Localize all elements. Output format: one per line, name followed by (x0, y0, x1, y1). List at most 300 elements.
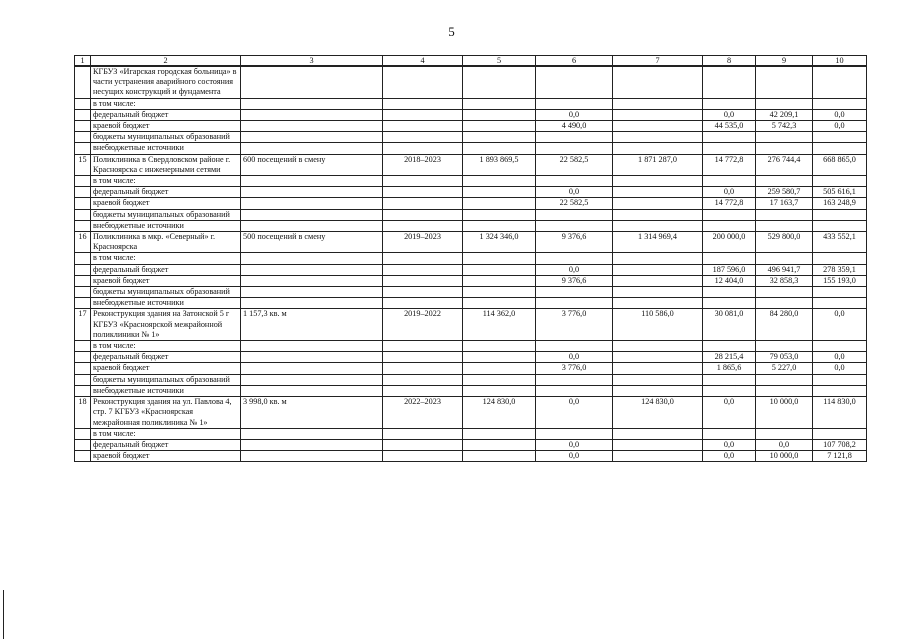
value-cell-col6 (536, 209, 613, 220)
table-row (75, 176, 867, 187)
table-row (75, 275, 867, 286)
period-cell (383, 198, 463, 209)
header-cell: 3 (241, 56, 383, 67)
value-cell-col8 (703, 341, 756, 352)
value-cell-col7 (613, 132, 703, 143)
table-row (75, 198, 867, 209)
value-cell-col6: 3 776,0 (536, 363, 613, 374)
value-cell-col7 (613, 187, 703, 198)
table-row (75, 154, 867, 175)
total-cost-cell (463, 143, 536, 154)
value-cell-col6 (536, 98, 613, 109)
value-cell-col7 (613, 143, 703, 154)
value-cell-col8 (703, 209, 756, 220)
item-name-cell: внебюджетные источники (91, 385, 241, 396)
period-cell (383, 341, 463, 352)
total-cost-cell (463, 363, 536, 374)
period-cell (383, 187, 463, 198)
value-cell-col9 (756, 374, 813, 385)
table-row (75, 385, 867, 396)
period-cell (383, 253, 463, 264)
value-cell-col9 (756, 143, 813, 154)
total-cost-cell (463, 428, 536, 439)
value-cell-col10: 278 359,1 (813, 264, 867, 275)
row-number-cell (75, 209, 91, 220)
table-row (75, 428, 867, 439)
value-cell-col7 (613, 220, 703, 231)
row-number-cell (75, 352, 91, 363)
table-row (75, 309, 867, 341)
capacity-cell (241, 198, 383, 209)
header-cell: 9 (756, 56, 813, 67)
period-cell (383, 121, 463, 132)
period-cell (383, 287, 463, 298)
value-cell-col8 (703, 428, 756, 439)
value-cell-col9: 529 800,0 (756, 232, 813, 253)
value-cell-col10: 7 121,8 (813, 451, 867, 462)
period-cell (383, 385, 463, 396)
value-cell-col8: 0,0 (703, 451, 756, 462)
item-name-cell: в том числе: (91, 341, 241, 352)
value-cell-col7 (613, 109, 703, 120)
value-cell-col6: 0,0 (536, 397, 613, 429)
period-cell (383, 298, 463, 309)
value-cell-col6 (536, 298, 613, 309)
total-cost-cell (463, 287, 536, 298)
row-number-cell (75, 298, 91, 309)
budget-table (74, 55, 867, 462)
total-cost-cell (463, 176, 536, 187)
header-cell: 7 (613, 56, 703, 67)
table-row (75, 363, 867, 374)
total-cost-cell: 1 324 346,0 (463, 232, 536, 253)
value-cell-col10: 107 708,2 (813, 439, 867, 450)
period-cell (383, 428, 463, 439)
value-cell-col7: 110 586,0 (613, 309, 703, 341)
capacity-cell (241, 275, 383, 286)
table-row (75, 439, 867, 450)
capacity-cell (241, 143, 383, 154)
item-name-cell: федеральный бюджет (91, 264, 241, 275)
table-row (75, 352, 867, 363)
capacity-cell (241, 374, 383, 385)
total-cost-cell (463, 132, 536, 143)
value-cell-col7 (613, 298, 703, 309)
value-cell-col10: 155 193,0 (813, 275, 867, 286)
period-cell: 2018–2023 (383, 154, 463, 175)
value-cell-col8: 0,0 (703, 397, 756, 429)
period-cell (383, 352, 463, 363)
value-cell-col8: 14 772,8 (703, 198, 756, 209)
value-cell-col7 (613, 374, 703, 385)
item-name-cell: бюджеты муниципальных образований (91, 132, 241, 143)
item-name-cell: внебюджетные источники (91, 220, 241, 231)
period-cell: 2019–2022 (383, 309, 463, 341)
item-name-cell: в том числе: (91, 176, 241, 187)
table-row (75, 66, 867, 98)
total-cost-cell (463, 341, 536, 352)
total-cost-cell (463, 264, 536, 275)
table-row (75, 374, 867, 385)
value-cell-col8: 0,0 (703, 109, 756, 120)
value-cell-col6 (536, 428, 613, 439)
value-cell-col6 (536, 66, 613, 98)
total-cost-cell (463, 352, 536, 363)
row-number-cell (75, 428, 91, 439)
capacity-cell (241, 451, 383, 462)
item-name-cell: Реконструкция здания на ул. Павлова 4, стр. 7 КГБУЗ «Красноярская межрайонная поликлиника № 1» (91, 397, 241, 429)
value-cell-col7: 1 314 969,4 (613, 232, 703, 253)
row-number-cell (75, 132, 91, 143)
value-cell-col7 (613, 209, 703, 220)
table-row (75, 98, 867, 109)
table-row (75, 187, 867, 198)
value-cell-col10 (813, 298, 867, 309)
value-cell-col8 (703, 298, 756, 309)
header-cell: 6 (536, 56, 613, 67)
value-cell-col6: 3 776,0 (536, 309, 613, 341)
row-number-cell (75, 187, 91, 198)
capacity-cell (241, 253, 383, 264)
value-cell-col9: 79 053,0 (756, 352, 813, 363)
value-cell-col7 (613, 275, 703, 286)
period-cell: 2019–2023 (383, 232, 463, 253)
value-cell-col8: 1 865,6 (703, 363, 756, 374)
total-cost-cell (463, 253, 536, 264)
total-cost-cell (463, 187, 536, 198)
item-name-cell: краевой бюджет (91, 121, 241, 132)
value-cell-col8: 0,0 (703, 187, 756, 198)
value-cell-col6: 4 490,0 (536, 121, 613, 132)
value-cell-col9 (756, 385, 813, 396)
value-cell-col6 (536, 287, 613, 298)
item-name-cell: федеральный бюджет (91, 109, 241, 120)
value-cell-col6: 9 376,6 (536, 232, 613, 253)
row-number-cell (75, 275, 91, 286)
item-name-cell: бюджеты муниципальных образований (91, 374, 241, 385)
capacity-cell (241, 341, 383, 352)
row-number-cell: 15 (75, 154, 91, 175)
header-cell: 8 (703, 56, 756, 67)
capacity-cell: 500 посещений в смену (241, 232, 383, 253)
row-number-cell (75, 363, 91, 374)
total-cost-cell (463, 451, 536, 462)
row-number-cell (75, 385, 91, 396)
period-cell: 2022–2023 (383, 397, 463, 429)
value-cell-col8 (703, 98, 756, 109)
row-number-cell (75, 451, 91, 462)
total-cost-cell (463, 109, 536, 120)
value-cell-col8: 0,0 (703, 439, 756, 450)
table-row (75, 341, 867, 352)
header-cell: 1 (75, 56, 91, 67)
total-cost-cell: 124 830,0 (463, 397, 536, 429)
value-cell-col9: 496 941,7 (756, 264, 813, 275)
value-cell-col9: 0,0 (756, 439, 813, 450)
value-cell-col8: 12 404,0 (703, 275, 756, 286)
table-row (75, 143, 867, 154)
value-cell-col10 (813, 374, 867, 385)
total-cost-cell (463, 198, 536, 209)
value-cell-col10: 433 552,1 (813, 232, 867, 253)
capacity-cell: 600 посещений в смену (241, 154, 383, 175)
value-cell-col7 (613, 363, 703, 374)
value-cell-col9 (756, 209, 813, 220)
capacity-cell: 3 998,0 кв. м (241, 397, 383, 429)
capacity-cell: 1 157,3 кв. м (241, 309, 383, 341)
row-number-cell: 18 (75, 397, 91, 429)
value-cell-col7 (613, 264, 703, 275)
value-cell-col6 (536, 176, 613, 187)
value-cell-col10 (813, 132, 867, 143)
value-cell-col10 (813, 209, 867, 220)
row-number-cell (75, 253, 91, 264)
total-cost-cell (463, 298, 536, 309)
table-row (75, 253, 867, 264)
value-cell-col9 (756, 66, 813, 98)
page-number: 5 (448, 24, 455, 39)
item-name-cell: Реконструкция здания на Затонской 5 г КГБУЗ «Красноярской межрайонной поликлиники № 1» (91, 309, 241, 341)
value-cell-col10: 114 830,0 (813, 397, 867, 429)
capacity-cell (241, 439, 383, 450)
value-cell-col7 (613, 98, 703, 109)
table-row (75, 298, 867, 309)
period-cell (383, 439, 463, 450)
value-cell-col10: 0,0 (813, 352, 867, 363)
value-cell-col7 (613, 287, 703, 298)
value-cell-col7: 1 871 287,0 (613, 154, 703, 175)
value-cell-col9 (756, 220, 813, 231)
item-name-cell: внебюджетные источники (91, 143, 241, 154)
capacity-cell (241, 98, 383, 109)
value-cell-col9: 259 580,7 (756, 187, 813, 198)
value-cell-col6 (536, 341, 613, 352)
value-cell-col7 (613, 439, 703, 450)
value-cell-col9: 84 280,0 (756, 309, 813, 341)
value-cell-col10: 0,0 (813, 309, 867, 341)
value-cell-col6: 0,0 (536, 439, 613, 450)
table-row (75, 209, 867, 220)
value-cell-col7 (613, 198, 703, 209)
value-cell-col6 (536, 220, 613, 231)
value-cell-col6: 9 376,6 (536, 275, 613, 286)
value-cell-col9: 42 209,1 (756, 109, 813, 120)
row-number-cell (75, 66, 91, 98)
item-name-cell: в том числе: (91, 98, 241, 109)
value-cell-col10 (813, 341, 867, 352)
capacity-cell (241, 428, 383, 439)
header-cell: 10 (813, 56, 867, 67)
value-cell-col7 (613, 176, 703, 187)
value-cell-col7 (613, 341, 703, 352)
period-cell (383, 363, 463, 374)
value-cell-col7 (613, 385, 703, 396)
value-cell-col10: 505 616,1 (813, 187, 867, 198)
value-cell-col6 (536, 385, 613, 396)
total-cost-cell (463, 439, 536, 450)
value-cell-col8: 200 000,0 (703, 232, 756, 253)
item-name-cell: краевой бюджет (91, 198, 241, 209)
header-cell: 2 (91, 56, 241, 67)
row-number-cell: 17 (75, 309, 91, 341)
total-cost-cell (463, 98, 536, 109)
capacity-cell (241, 264, 383, 275)
value-cell-col9 (756, 253, 813, 264)
value-cell-col8 (703, 143, 756, 154)
period-cell (383, 209, 463, 220)
value-cell-col6: 22 582,5 (536, 154, 613, 175)
row-number-cell (75, 198, 91, 209)
row-number-cell (75, 109, 91, 120)
value-cell-col8: 30 081,0 (703, 309, 756, 341)
period-cell (383, 109, 463, 120)
value-cell-col9 (756, 98, 813, 109)
period-cell (383, 220, 463, 231)
value-cell-col6 (536, 374, 613, 385)
value-cell-col8: 187 596,0 (703, 264, 756, 275)
value-cell-col10: 0,0 (813, 363, 867, 374)
value-cell-col6: 0,0 (536, 451, 613, 462)
value-cell-col10 (813, 98, 867, 109)
table-row (75, 220, 867, 231)
capacity-cell (241, 363, 383, 374)
total-cost-cell: 114 362,0 (463, 309, 536, 341)
value-cell-col9: 276 744,4 (756, 154, 813, 175)
value-cell-col9 (756, 341, 813, 352)
value-cell-col9: 10 000,0 (756, 451, 813, 462)
period-cell (383, 451, 463, 462)
period-cell (383, 264, 463, 275)
period-cell (383, 143, 463, 154)
period-cell (383, 98, 463, 109)
capacity-cell (241, 66, 383, 98)
item-name-cell: в том числе: (91, 428, 241, 439)
capacity-cell (241, 132, 383, 143)
value-cell-col8 (703, 66, 756, 98)
value-cell-col8 (703, 132, 756, 143)
row-number-cell (75, 220, 91, 231)
value-cell-col6 (536, 143, 613, 154)
item-name-cell: федеральный бюджет (91, 187, 241, 198)
item-name-cell: бюджеты муниципальных образований (91, 287, 241, 298)
value-cell-col7 (613, 121, 703, 132)
value-cell-col6: 0,0 (536, 109, 613, 120)
value-cell-col10: 0,0 (813, 109, 867, 120)
total-cost-cell: 1 893 869,5 (463, 154, 536, 175)
row-number-cell (75, 98, 91, 109)
value-cell-col10 (813, 220, 867, 231)
row-number-cell (75, 264, 91, 275)
value-cell-col8: 28 215,4 (703, 352, 756, 363)
total-cost-cell (463, 220, 536, 231)
value-cell-col10 (813, 287, 867, 298)
value-cell-col7: 124 830,0 (613, 397, 703, 429)
capacity-cell (241, 298, 383, 309)
value-cell-col9: 5 227,0 (756, 363, 813, 374)
capacity-cell (241, 385, 383, 396)
capacity-cell (241, 187, 383, 198)
row-number-cell (75, 287, 91, 298)
period-cell (383, 132, 463, 143)
value-cell-col6 (536, 132, 613, 143)
value-cell-col8 (703, 287, 756, 298)
total-cost-cell (463, 374, 536, 385)
row-number-cell (75, 341, 91, 352)
value-cell-col6 (536, 253, 613, 264)
value-cell-col9 (756, 428, 813, 439)
item-name-cell: федеральный бюджет (91, 439, 241, 450)
row-number-cell (75, 143, 91, 154)
capacity-cell (241, 209, 383, 220)
value-cell-col10 (813, 253, 867, 264)
total-cost-cell (463, 209, 536, 220)
value-cell-col10 (813, 385, 867, 396)
value-cell-col6: 0,0 (536, 187, 613, 198)
value-cell-col10 (813, 176, 867, 187)
table-row (75, 451, 867, 462)
scan-edge-line (3, 590, 4, 639)
total-cost-cell (463, 385, 536, 396)
table-row (75, 287, 867, 298)
item-name-cell: КГБУЗ «Игарская городская больница» в части устранения аварийного состояния несущих конструкций и фундамента (91, 66, 241, 98)
value-cell-col8 (703, 176, 756, 187)
value-cell-col6: 22 582,5 (536, 198, 613, 209)
header-row (75, 56, 867, 67)
capacity-cell (241, 109, 383, 120)
capacity-cell (241, 121, 383, 132)
table-row (75, 264, 867, 275)
header-cell: 5 (463, 56, 536, 67)
value-cell-col10 (813, 143, 867, 154)
capacity-cell (241, 287, 383, 298)
value-cell-col10: 668 865,0 (813, 154, 867, 175)
value-cell-col7 (613, 451, 703, 462)
value-cell-col8: 14 772,8 (703, 154, 756, 175)
period-cell (383, 66, 463, 98)
value-cell-col9: 10 000,0 (756, 397, 813, 429)
value-cell-col7 (613, 253, 703, 264)
period-cell (383, 275, 463, 286)
value-cell-col7 (613, 66, 703, 98)
item-name-cell: бюджеты муниципальных образований (91, 209, 241, 220)
value-cell-col9: 5 742,3 (756, 121, 813, 132)
value-cell-col7 (613, 428, 703, 439)
value-cell-col10 (813, 66, 867, 98)
value-cell-col6: 0,0 (536, 264, 613, 275)
value-cell-col8 (703, 374, 756, 385)
total-cost-cell (463, 275, 536, 286)
item-name-cell: Поликлиника в мкр. «Северный» г. Красноярска (91, 232, 241, 253)
total-cost-cell (463, 121, 536, 132)
table-row (75, 132, 867, 143)
period-cell (383, 374, 463, 385)
header-cell: 4 (383, 56, 463, 67)
item-name-cell: внебюджетные источники (91, 298, 241, 309)
item-name-cell: федеральный бюджет (91, 352, 241, 363)
item-name-cell: краевой бюджет (91, 451, 241, 462)
value-cell-col8 (703, 220, 756, 231)
total-cost-cell (463, 66, 536, 98)
table-row (75, 397, 867, 429)
value-cell-col10 (813, 428, 867, 439)
row-number-cell (75, 374, 91, 385)
value-cell-col10: 163 248,9 (813, 198, 867, 209)
value-cell-col10: 0,0 (813, 121, 867, 132)
capacity-cell (241, 176, 383, 187)
row-number-cell (75, 121, 91, 132)
value-cell-col7 (613, 352, 703, 363)
item-name-cell: в том числе: (91, 253, 241, 264)
